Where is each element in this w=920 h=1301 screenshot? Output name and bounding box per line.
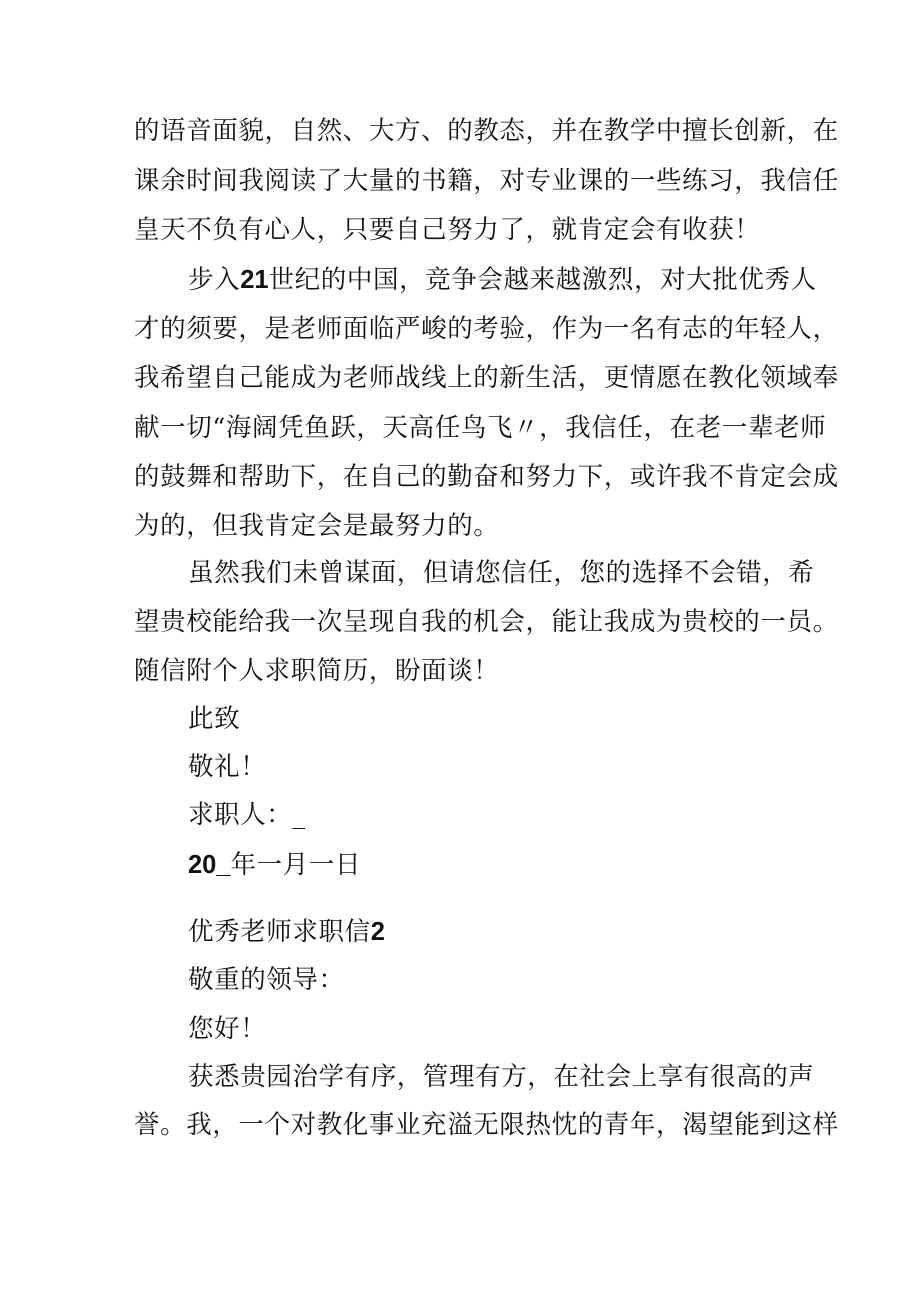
- paragraph2-line-4: 献一切“海阔凭鱼跃，天高任鸟飞〃，我信任，在老一辈老师: [134, 413, 827, 443]
- paragraph3-line-1: 虽然我们未曾谋面，但请您信任，您的选择不会错，希: [188, 558, 815, 588]
- paragraph1-line-1: 的语音面貌，自然、大方、的教态，并在教学中擅长创新，在: [134, 116, 839, 146]
- paragraph2-suffix: 世纪的中国，竞争会越来越激烈，对大批优秀人: [268, 265, 817, 295]
- paragraph2-line-3: 我希望自己能成为老师战线上的新生活，更情愿在教化领域奉: [134, 363, 839, 393]
- paragraph3-line-3: 随信附个人求职简历，盼面谈！: [134, 656, 500, 686]
- closing-salutation: 此致: [188, 704, 241, 734]
- paragraph2-line-6: 为的，但我肯定会是最努力的。: [134, 511, 500, 541]
- letter2-body-line-2: 誉。我，一个对教化事业充溢无限热忱的青年，渴望能到这样: [134, 1110, 839, 1140]
- letter2-title-text: 优秀老师求职信: [188, 917, 371, 947]
- paragraph1-line-2: 课余时间我阅读了大量的书籍，对专业课的一些练习，我信任: [134, 166, 839, 196]
- letter2-title-number: 2: [370, 918, 385, 946]
- paragraph2-line-5: 的鼓舞和帮助下，在自己的勤奋和努力下，或许我不肯定会成: [134, 462, 839, 492]
- paragraph2-century-number: 21: [240, 266, 269, 294]
- letter2-title: [188, 915, 848, 949]
- closing-regards: 敬礼！: [188, 752, 267, 782]
- closing-applicant: 求职人：_: [188, 800, 306, 830]
- closing-date: [188, 848, 848, 882]
- paragraph1-line-3: 皇天不负有心人，只要自己努力了，就肯定会有收获！: [134, 215, 761, 245]
- letter2-body-line-1: 获悉贵园治学有序，管理有方，在社会上享有很高的声: [188, 1062, 815, 1092]
- closing-date-year: 20_: [188, 851, 231, 879]
- letter2-greeting: 敬重的领导：: [188, 965, 345, 995]
- paragraph2-prefix: 步入: [188, 265, 241, 295]
- letter2-hello: 您好！: [188, 1014, 267, 1044]
- closing-date-rest: 年一月一日: [230, 850, 362, 880]
- paragraph2-line-1: [188, 263, 848, 297]
- paragraph3-line-2: 望贵校能给我一次呈现自我的机会，能让我成为贵校的一员。: [134, 607, 839, 637]
- paragraph2-line-2: 才的须要，是老师面临严峻的考验，作为一名有志的年轻人，: [134, 314, 839, 344]
